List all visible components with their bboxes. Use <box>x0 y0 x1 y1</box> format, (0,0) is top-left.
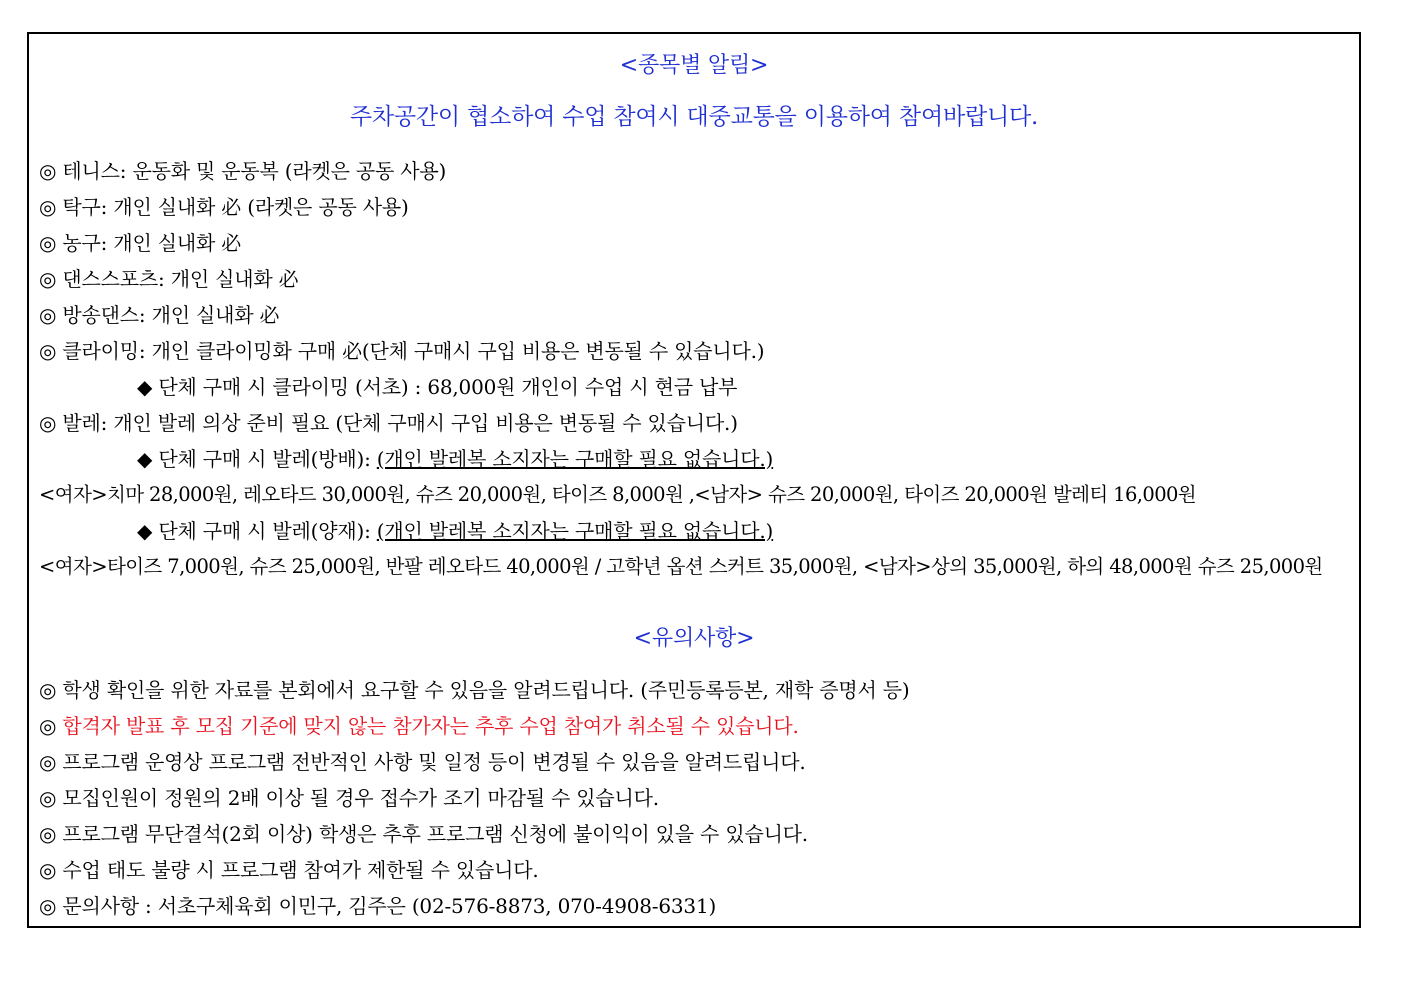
caution-text: 프로그램 운영상 프로그램 전반적인 사항 및 일정 등이 변경될 수 있음을 알려드립니다. <box>62 750 806 774</box>
caution-text: 프로그램 무단결석(2회 이상) 학생은 추후 프로그램 신청에 불이익이 있을 수 있습니다. <box>62 822 808 846</box>
caution-symbol: ◎ <box>39 858 63 882</box>
notice-title: <종목별 알림> <box>619 53 769 78</box>
ballet-bangbae-prices: <여자>치마 28,000원, 레오타드 30,000원, 슈즈 20,000원, 타이즈 8,000원 ,<남자> 슈즈 20,000원, 타이즈 20,000원 발레티 16,000원 <box>39 483 1197 506</box>
notice-box <box>27 32 1361 928</box>
caution-text: 모집인원이 정원의 2배 이상 될 경우 접수가 조기 마감될 수 있습니다. <box>62 786 659 810</box>
caution-symbol: ◎ <box>39 786 63 810</box>
ballet-yangjae-prices: <여자>타이즈 7,000원, 슈즈 25,000원, 반팔 레오타드 40,000원 / 고학년 옵션 스커트 35,000원, <남자>상의 35,000원, 하의 48,000원 슈즈 25,000원 <box>39 555 1323 578</box>
caution-text: 수업 태도 불량 시 프로그램 참여가 제한될 수 있습니다. <box>62 858 539 882</box>
caution-item <box>39 747 806 777</box>
caution-item <box>39 783 659 813</box>
caution-symbol: ◎ <box>39 822 63 846</box>
caution-item <box>39 855 538 885</box>
ballet-yangjae-note: (개인 발레복 소지자는 구매할 필요 없습니다.) <box>376 519 774 543</box>
ballet-yangjae-row <box>137 516 773 546</box>
caution-symbol: ◎ <box>39 750 63 774</box>
sport-table-tennis: ◎ 탁구: 개인 실내화 必 (라켓은 공동 사용) <box>39 195 409 219</box>
sport-broadcast-dance: ◎ 방송댄스: 개인 실내화 必 <box>39 303 280 327</box>
ballet-bangbae-note: (개인 발레복 소지자는 구매할 필요 없습니다.) <box>376 447 774 471</box>
ballet-yangjae-label: ◆ 단체 구매 시 발레(양재): <box>137 519 377 543</box>
caution-symbol: ◎ <box>39 894 63 918</box>
contact-info <box>39 891 716 921</box>
climbing-detail: ◆ 단체 구매 시 클라이밍 (서초) : 68,000원 개인이 수업 시 현금 납부 <box>137 375 738 399</box>
caution-symbol: ◎ <box>39 678 63 702</box>
caution-title: <유의사항> <box>633 626 755 651</box>
caution-item <box>39 819 808 849</box>
sport-ballet: ◎ 발레: 개인 발레 의상 준비 필요 (단체 구매시 구입 비용은 변동될 수 있습니다.) <box>39 411 738 435</box>
contact-text: 문의사항 : 서초구체육회 이민구, 김주은 (02-576-8873, 070-4908-6331) <box>62 894 717 918</box>
caution-text: 학생 확인을 위한 자료를 본회에서 요구할 수 있음을 알려드립니다. (주민등록등본, 재학 증명서 등) <box>62 678 910 702</box>
notice-subtitle: 주차공간이 협소하여 수업 참여시 대중교통을 이용하여 참여바랍니다. <box>349 104 1039 130</box>
sport-tennis: ◎ 테니스: 운동화 및 운동복 (라켓은 공동 사용) <box>39 159 447 183</box>
sport-dance-sports: ◎ 댄스스포츠: 개인 실내화 必 <box>39 267 299 291</box>
ballet-bangbae-label: ◆ 단체 구매 시 발레(방배): <box>137 447 377 471</box>
ballet-bangbae-row <box>137 444 773 474</box>
caution-item <box>39 675 910 705</box>
caution-item-warning <box>39 711 799 741</box>
sport-climbing: ◎ 클라이밍: 개인 클라이밍화 구매 必(단체 구매시 구입 비용은 변동될 수 있습니다.) <box>39 339 765 363</box>
caution-symbol: ◎ <box>39 714 63 738</box>
caution-text-warning: 합격자 발표 후 모집 기준에 맞지 않는 참가자는 추후 수업 참여가 취소될 수 있습니다. <box>62 714 799 738</box>
sport-basketball: ◎ 농구: 개인 실내화 必 <box>39 231 242 255</box>
